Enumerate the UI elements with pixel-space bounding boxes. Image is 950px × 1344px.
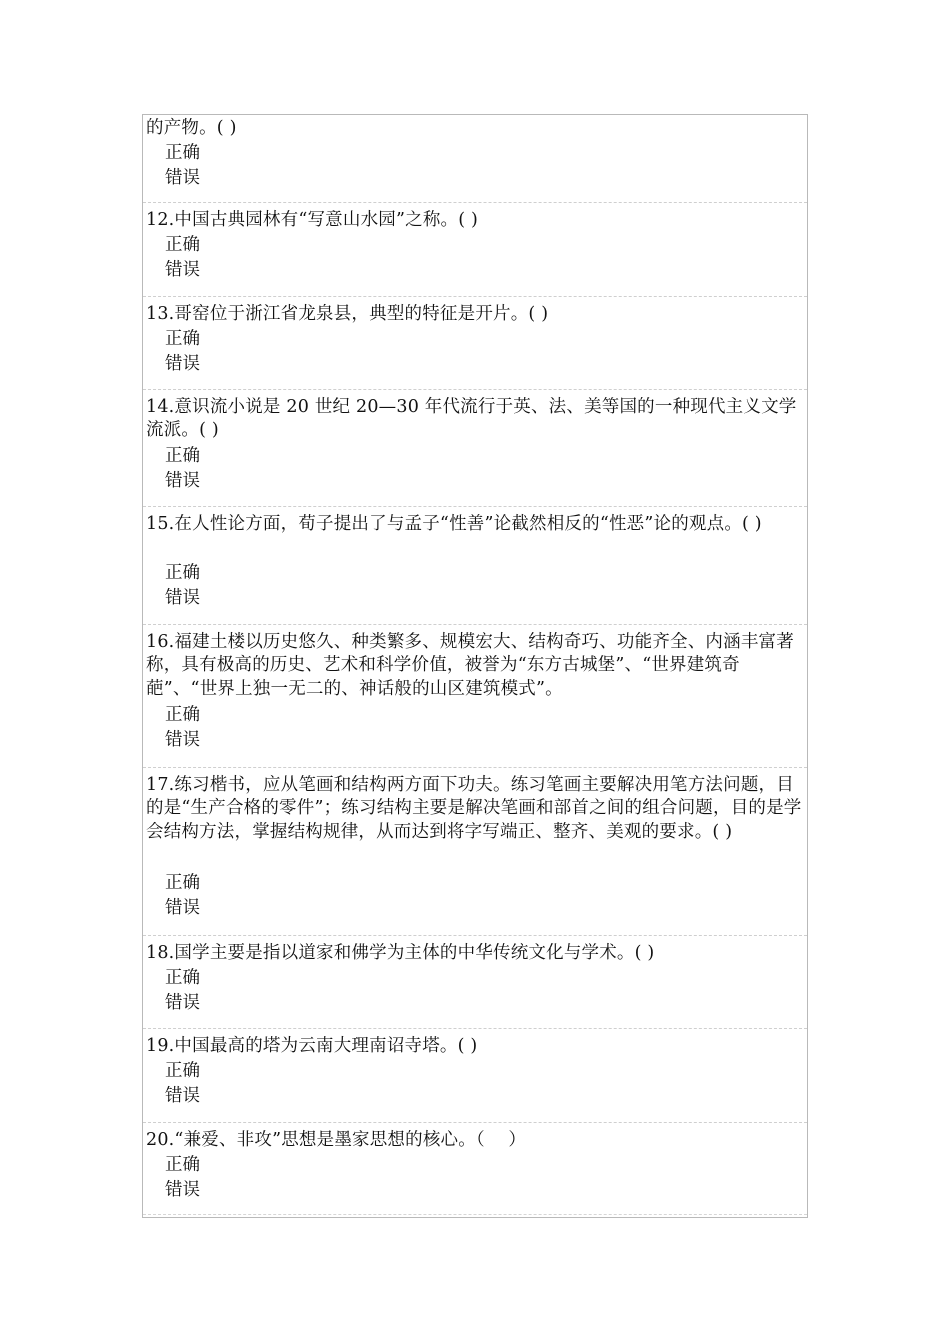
option-wrong[interactable]: 错误 <box>165 588 200 608</box>
question-text: 16.福建土楼以历史悠久、种类繁多、规模宏大、结构奇巧、功能齐全、内涵丰富著称，具有极高的历史、艺术和科学价值，被誉为“东方古城堡”、“世界建筑奇葩”、“世界上独一无二的、神话般的山区建筑模式”。 <box>146 632 794 699</box>
question-text: 14.意识流小说是 20 世纪 20—30 年代流行于英、法、美等国的一种现代主义文学流派。( ) <box>146 397 797 441</box>
option-correct[interactable]: 正确 <box>165 329 200 349</box>
option-correct[interactable]: 正确 <box>165 968 200 988</box>
question-11 <box>143 115 807 203</box>
question-text: 12.中国古典园林有“写意山水园”之称。( ) <box>146 210 479 230</box>
option-wrong[interactable]: 错误 <box>165 993 200 1013</box>
question-text: 13.哥窑位于浙江省龙泉县，典型的特征是开片。( ) <box>146 304 549 324</box>
option-wrong[interactable]: 错误 <box>165 1180 200 1200</box>
question-13 <box>143 297 807 390</box>
option-wrong[interactable]: 错误 <box>165 260 200 280</box>
question-17 <box>143 768 807 936</box>
option-wrong[interactable]: 错误 <box>165 354 200 374</box>
option-correct[interactable]: 正确 <box>165 563 200 583</box>
question-16 <box>143 625 807 768</box>
question-20 <box>143 1123 807 1217</box>
option-correct[interactable]: 正确 <box>165 143 200 163</box>
option-correct[interactable]: 正确 <box>165 873 200 893</box>
option-wrong[interactable]: 错误 <box>165 168 200 188</box>
question-text: 19.中国最高的塔为云南大理南诏寺塔。( ) <box>146 1036 478 1056</box>
option-correct[interactable]: 正确 <box>165 235 200 255</box>
option-wrong[interactable]: 错误 <box>165 1086 200 1106</box>
option-correct[interactable]: 正确 <box>165 705 200 725</box>
question-12 <box>143 203 807 297</box>
option-correct[interactable]: 正确 <box>165 1155 200 1175</box>
option-wrong[interactable]: 错误 <box>165 471 200 491</box>
question-14 <box>143 390 807 507</box>
question-text: 15.在人性论方面，荀子提出了与孟子“性善”论截然相反的“性恶”论的观点。( ) <box>146 514 762 534</box>
question-text: 17.练习楷书，应从笔画和结构两方面下功夫。练习笔画主要解决用笔方法问题，目的是“生产合格的零件”；练习结构主要是解决笔画和部首之间的组合问题，目的是学会结构方法，掌握结构规律，从而达到将字写端正、整齐、美观的要求。( ) <box>146 775 802 842</box>
option-wrong[interactable]: 错误 <box>165 898 200 918</box>
question-text: 的产物。( ) <box>146 118 237 138</box>
bottom-divider <box>143 1214 807 1215</box>
quiz-container <box>142 114 808 1218</box>
option-correct[interactable]: 正确 <box>165 1061 200 1081</box>
question-15 <box>143 507 807 625</box>
question-text: 18.国学主要是指以道家和佛学为主体的中华传统文化与学术。( ) <box>146 943 655 963</box>
question-18 <box>143 936 807 1029</box>
option-correct[interactable]: 正确 <box>165 446 200 466</box>
option-wrong[interactable]: 错误 <box>165 730 200 750</box>
question-text: 20.“兼爱、非攻”思想是墨家思想的核心。（ ） <box>146 1130 527 1150</box>
question-19 <box>143 1029 807 1123</box>
